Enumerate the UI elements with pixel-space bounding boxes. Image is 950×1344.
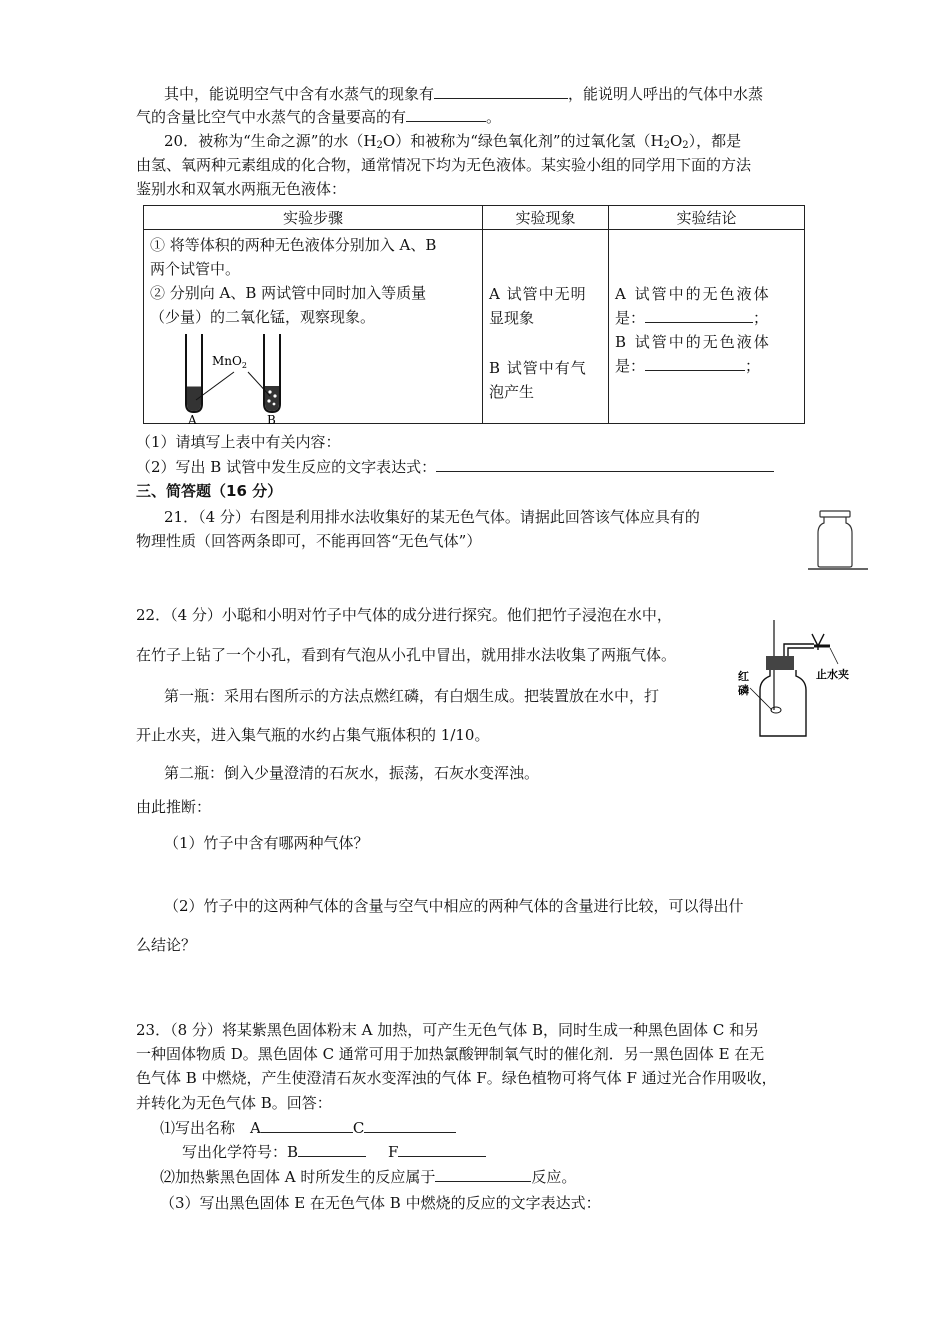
q23-sub1-line2 xyxy=(182,1142,486,1162)
q20-intro-text: 20．被称为“生命之源”的水（H xyxy=(164,132,377,150)
q20-answer-blank[interactable] xyxy=(436,457,774,472)
step-line: （少量）的二氧化锰，观察现象。 xyxy=(150,308,376,326)
answer-blank-f[interactable] xyxy=(398,1142,486,1157)
q19-text-c: 气的含量比空气中水蒸气的含量要高的有 xyxy=(136,108,407,126)
table-row xyxy=(144,230,805,424)
step-line: ② 分别向 A、B 两试管中同时加入等质量 xyxy=(150,284,427,302)
q23-line2: 一种固体物质 D。黑色固体 C 通常可用于加热氯酸钾制氧气时的催化剂．另一黑色固体 E 在无 xyxy=(136,1045,765,1063)
label-red: 红 xyxy=(738,670,749,683)
q20-intro-text: ），都是 xyxy=(688,132,742,150)
q23-sub2-text: ⑵加热紫黑色固体 A 时所发生的反应属于 xyxy=(160,1168,436,1186)
q19-line2 xyxy=(136,107,501,127)
test-tubes-figure xyxy=(172,330,302,426)
q22-line1: 22．（4 分）小聪和小明对竹子中气体的成分进行探究。他们把竹子浸泡在水中， xyxy=(136,606,672,624)
clamp-pointer xyxy=(830,648,838,664)
bubble xyxy=(273,403,276,406)
q23-label-f: F xyxy=(388,1143,399,1161)
bubble xyxy=(267,399,270,402)
q19-blank-1[interactable] xyxy=(434,84,568,99)
phenomenon-line: A 试管中无明 xyxy=(489,285,587,303)
q23-label-b: 写出化学符号：B xyxy=(182,1143,299,1161)
q23-line4: 并转化为无色气体 B。回答： xyxy=(136,1094,332,1112)
conclusions-cell xyxy=(609,230,805,424)
q22-sub2-line2: 么结论？ xyxy=(136,936,197,954)
bubble xyxy=(268,390,271,393)
q19-text-d: 。 xyxy=(486,108,502,126)
table-header-row xyxy=(144,206,805,230)
answer-blank-reaction[interactable] xyxy=(435,1167,531,1182)
label-b: B xyxy=(267,413,276,426)
step-line: 两个试管中。 xyxy=(150,260,241,278)
q22-line6: 由此推断： xyxy=(136,798,212,816)
phosphorus-apparatus-figure xyxy=(734,618,854,742)
label-clamp: 止水夹 xyxy=(816,668,849,681)
section-title: 三、简答题（16 分） xyxy=(136,482,283,500)
phenomena-cell xyxy=(483,230,609,424)
phenomenon-line: 泡产生 xyxy=(489,383,535,401)
conclusion-line xyxy=(615,354,798,378)
q23-sub3: （3）写出黑色固体 E 在无色气体 B 中燃烧的反应的文字表达式： xyxy=(160,1194,601,1212)
q20-intro-text: O）和被称为“绿色氧化剂”的过氧化氢（H xyxy=(382,132,664,150)
label-mno2: MnO$_2$ xyxy=(212,354,247,370)
q23-label-a: ⑴写出名称 A xyxy=(160,1119,261,1137)
header-conclusions: 实验结论 xyxy=(609,206,805,230)
gas-bottle xyxy=(760,670,806,736)
pointer-line-b xyxy=(248,372,270,396)
conclusion-label: 是： xyxy=(615,309,646,327)
answer-blank-b[interactable] xyxy=(298,1142,366,1157)
q20-intro-line3: 鉴别水和双氧水两瓶无色液体： xyxy=(136,180,347,198)
gas-jar xyxy=(818,517,852,567)
q19-blank-2[interactable] xyxy=(406,107,486,122)
q20-intro-text: O xyxy=(669,132,683,150)
q23-sub2-end: 反应。 xyxy=(531,1168,577,1186)
liquid-a xyxy=(187,386,201,411)
q20-sub2-text: （2）写出 B 试管中发生反应的文字表达式： xyxy=(136,458,437,476)
q21-line2: 物理性质（回答两条即可，不能再回答“无色气体”） xyxy=(136,532,482,550)
phenomenon-line: 显现象 xyxy=(489,309,535,327)
experiment-table xyxy=(143,205,805,424)
label-phosphorus: 磷 xyxy=(738,684,749,697)
q22-line3: 第一瓶：采用右图所示的方法点燃红磷，有白烟生成。把装置放在水中，打 xyxy=(164,687,660,705)
q20-sub1: （1）请填写上表中有关内容： xyxy=(136,433,341,451)
q22-line4: 开止水夹，进入集气瓶的水约占集气瓶体积的 1/10。 xyxy=(136,726,490,744)
q20-intro-line1 xyxy=(164,131,741,156)
phenomenon-line: B 试管中有气 xyxy=(489,359,587,377)
conclusion-line: B 试管中的无色液体 xyxy=(615,333,771,351)
q22-line5: 第二瓶：倒入少量澄清的石灰水，振荡，石灰水变浑浊。 xyxy=(164,764,540,782)
conclusion-line: A 试管中的无色液体 xyxy=(615,285,771,303)
q22-sub2-line1: （2）竹子中的这两种气体的含量与空气中相应的两种气体的含量进行比较，可以得出什 xyxy=(164,897,744,915)
liquid-b xyxy=(265,386,279,411)
conclusion-label: 是： xyxy=(615,357,646,375)
subscript: 2 xyxy=(663,140,670,151)
subscript: 2 xyxy=(682,140,689,151)
q23-label-c: C xyxy=(352,1119,365,1137)
q23-sub1-line1 xyxy=(160,1118,456,1138)
header-steps: 实验步骤 xyxy=(144,206,483,230)
rubber-stopper xyxy=(766,656,794,670)
label-pointer xyxy=(750,688,772,710)
q23-line3: 色气体 B 中燃烧，产生使澄清石灰水变浑浊的气体 F。绿色植物可将气体 F 通过光合作用吸收， xyxy=(136,1069,777,1087)
conclusion-punct: ； xyxy=(753,309,769,327)
q23-sub2 xyxy=(160,1167,576,1187)
q19-line1 xyxy=(164,84,763,104)
q22-line2: 在竹子上钻了一个小孔，看到有气泡从小孔中冒出，就用排水法收集了两瓶气体。 xyxy=(136,646,677,664)
q19-text-b: ，能说明人呼出的气体中水蒸 xyxy=(568,85,764,103)
q20-intro-line2: 由氢、氧两种元素组成的化合物，通常情况下均为无色液体。某实验小组的同学用下面的方法 xyxy=(136,156,752,174)
subscript: 2 xyxy=(376,140,383,151)
step-line: ① 将等体积的两种无色液体分别加入 A、B xyxy=(150,236,437,254)
q20-sub2 xyxy=(136,457,774,477)
label-a: A xyxy=(188,413,197,426)
q21-line1: 21．（4 分）右图是利用排水法收集好的某无色气体。请据此回答该气体应具有的 xyxy=(164,508,700,526)
q23-line1: 23．（8 分）将某紫黑色固体粉末 A 加热，可产生无色气体 B，同时生成一种黑色固体 C 和另 xyxy=(136,1021,760,1039)
conclusion-line xyxy=(615,306,798,330)
header-phenomena: 实验现象 xyxy=(483,206,609,230)
steps-cell xyxy=(144,230,483,424)
jar-lid xyxy=(820,511,850,517)
gas-jar-figure xyxy=(808,507,868,571)
q19-text-a: 其中，能说明空气中含有水蒸气的现象有 xyxy=(164,85,435,103)
answer-blank-a[interactable] xyxy=(261,1118,353,1133)
q22-sub1: （1）竹子中含有哪两种气体？ xyxy=(164,834,369,852)
bubble xyxy=(273,394,276,397)
answer-blank-c[interactable] xyxy=(364,1118,456,1133)
combustion-spoon xyxy=(771,707,781,713)
conclusion-punct: ； xyxy=(745,357,761,375)
answer-blank-a[interactable] xyxy=(645,308,753,323)
answer-blank-b[interactable] xyxy=(645,356,745,371)
